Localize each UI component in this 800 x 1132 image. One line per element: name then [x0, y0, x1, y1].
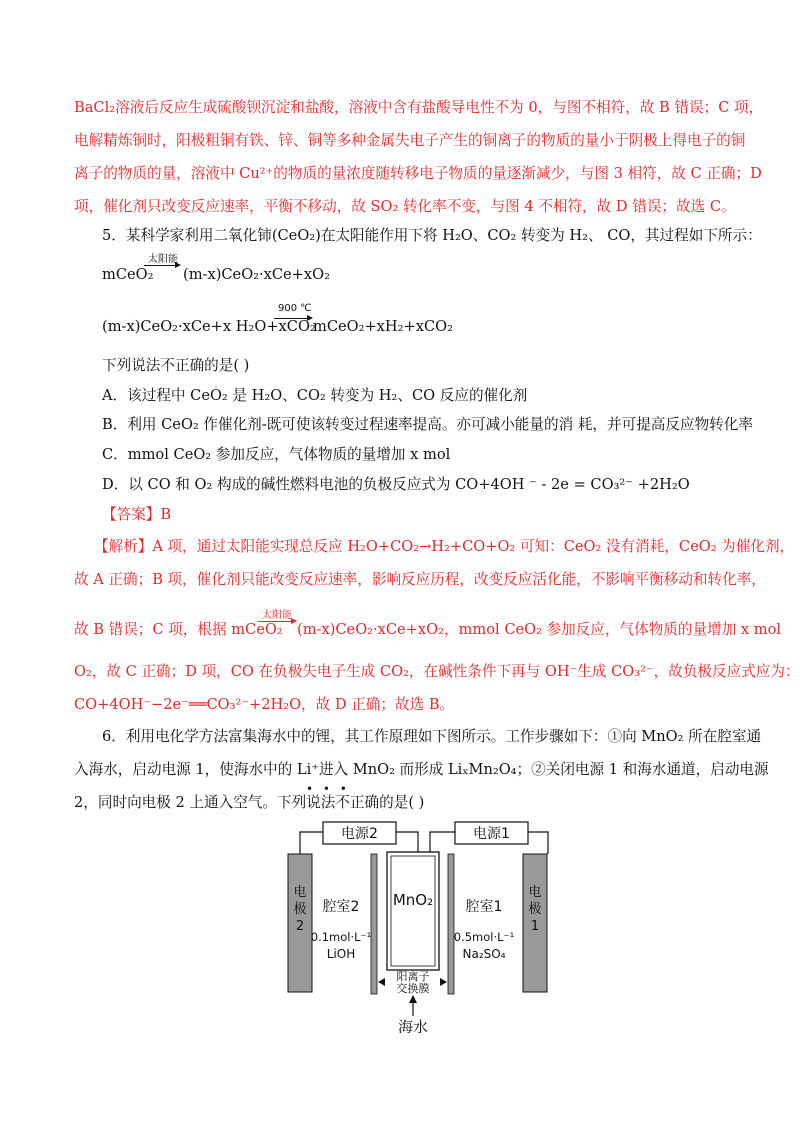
chamber-2-concentration: 0.1mol·L⁻¹: [310, 930, 372, 944]
electrode-1-char-3: 1: [530, 919, 540, 934]
q5-option-c: C．mmol CeO₂ 参加反应，气体物质的量增加 x mol: [102, 446, 451, 463]
arrow-right-icon: [440, 978, 447, 986]
q5-analysis-line-5: CO+4OH⁻−2e⁻══CO₃²⁻+2H₂O，故 D 正确；故选 B。: [74, 696, 455, 713]
cation-exchange-membrane-right: [448, 854, 454, 994]
q5-eq2-arrow: [272, 303, 314, 331]
q5-eq1-left: mCeO₂: [102, 266, 154, 283]
q5-eq1-condition: 太阳能: [148, 254, 178, 265]
analysis-prev-line-2: 电解精炼铜时，阳极粗铜有铁、锌、铜等多种金属失电子产生的铜离子的物质的量小于阴极上得电子的铜: [74, 132, 746, 149]
power-supply-1-label: 电源1: [473, 826, 510, 842]
q6-stem-line-2: 入海水，启动电源 1，使海水中的 Li⁺进入 MnO₂ 而形成 LiₓMn₂O₄；②关闭电源 1 和海水通道，启动电源: [74, 761, 769, 778]
arrow-left-icon: [378, 978, 385, 986]
q5-eq2-left: (m-x)CeO₂·xCe+x H₂O+xCO₂: [102, 318, 316, 335]
electrode-1-char-2: 极: [528, 902, 542, 917]
membrane-label-line-1: 阳离子: [396, 970, 430, 983]
q5-analysis-arrow: [256, 606, 298, 634]
mno2-box-outer: [387, 852, 439, 970]
q5-analysis-line-3-right: (m-x)CeO₂·xCe+xO₂，mmol CeO₂ 参加反应，气体物质的量增加 x mol: [297, 621, 782, 638]
arrow-line: [258, 621, 292, 622]
chamber-1-label: 腔室1: [465, 899, 503, 915]
q5-eq2-right: mCeO₂+xH₂+xCO₂: [313, 318, 453, 335]
wire-center-right: [430, 832, 455, 852]
wire-left: [300, 832, 323, 854]
q5-analysis-line-3-left: 故 B 错误；C 项，根据 mCeO₂: [74, 621, 283, 638]
mno2-label: MnO₂: [392, 891, 434, 909]
electrode-2-char-2: 极: [293, 902, 307, 917]
q5-option-d: D．以 CO 和 O₂ 构成的碱性燃料电池的负极反应式为 CO+4OH ⁻ - 2e = CO₃²⁻ +2H₂O: [102, 476, 690, 493]
analysis-prev-line-3: 离子的物质的量，溶液中 Cu²⁺的物质的量浓度随转移电子物质的量逐渐减少，与图 3 相符，故 C 正确；D: [74, 165, 762, 182]
arrow-line: [144, 265, 176, 266]
seawater-label: 海水: [397, 1018, 429, 1033]
cation-exchange-membrane-left: [371, 854, 377, 994]
q5-option-b: B．利用 CeO₂ 作催化剂-既可使该转变过程速率提高。亦可减小能量的消 耗，并可提高反应物转化率: [102, 416, 753, 433]
membrane-label-line-2: 交换膜: [396, 982, 430, 995]
q5-analysis-line-2: 故 A 正确；B 项，催化剂只能改变反应速率，影响反应历程，改变反应活化能，不影响平衡移动和转化率，: [74, 571, 766, 588]
electrode-2-char-3: 2: [295, 919, 305, 934]
q5-ask: 下列说法不正确的是( ): [102, 357, 250, 374]
analysis-prev-line-1: BaCl₂溶液后反应生成硫酸钡沉淀和盐酸，溶液中含有盐酸导电性不为 0，与图不相符，故 B 错误；C 项，: [74, 99, 764, 116]
chamber-1-solution: Na₂SO₄: [462, 947, 506, 961]
q5-analysis-condition: 太阳能: [262, 610, 292, 621]
q5-eq2-condition: 900 ℃: [278, 303, 312, 314]
q5-option-a: A．该过程中 CeO₂ 是 H₂O、CO₂ 转变为 H₂、CO 反应的催化剂: [102, 387, 528, 404]
arrow-up-icon: [409, 995, 417, 1003]
chamber-2-solution: LiOH: [326, 947, 356, 961]
chamber-1-concentration: 0.5mol·L⁻¹: [453, 930, 515, 944]
q6-stem-line-1: 6．利用电化学方法富集海水中的锂，其工作原理如下图所示。工作步骤如下：①向 MnO₂ 所在腔室通: [102, 728, 762, 745]
arrow-head-icon: [175, 262, 181, 268]
q5-eq1-right: (m-x)CeO₂·xCe+xO₂: [183, 266, 330, 283]
q5-analysis-line-4: O₂，故 C 正确；D 项，CO 在负极失电子生成 CO₂，在碱性条件下再与 OH⁻生成 CO₃²⁻，故负极反应式应为：: [74, 663, 800, 680]
arrow-line: [274, 318, 308, 319]
wire-right: [528, 832, 548, 854]
q5-stem: 5．某科学家利用二氧化铈(CeO₂)在太阳能作用下将 H₂O、CO₂ 转变为 H₂、 CO，其过程如下所示：: [102, 227, 762, 244]
electrode-2-char-1: 电: [293, 885, 307, 900]
q6-emphasis-dots: • • •: [306, 782, 350, 796]
q5-analysis-line-1: 【解析】A 项，通过太阳能实现总反应 H₂O+CO₂→H₂+CO+O₂ 可知：CeO₂ 没有消耗，CeO₂ 为催化剂，: [94, 538, 795, 555]
electrolysis-diagram: [270, 818, 560, 1033]
analysis-prev-line-4: 项，催化剂只改变反应速率，平衡不移动，故 SO₂ 转化率不变，与图 4 不相符，故 D 错误；故选 C。: [74, 198, 736, 215]
power-supply-2-label: 电源2: [341, 826, 378, 842]
chamber-2-label: 腔室2: [322, 899, 360, 915]
q5-answer: 【答案】B: [102, 506, 172, 523]
q5-eq1-arrow: [142, 250, 184, 278]
electrode-1-char-1: 电: [528, 885, 542, 900]
wire-center-left: [396, 832, 418, 852]
q6-stem-line-3: 2，同时向电极 2 上通入空气。下列说法不正确的是( ): [74, 794, 425, 811]
